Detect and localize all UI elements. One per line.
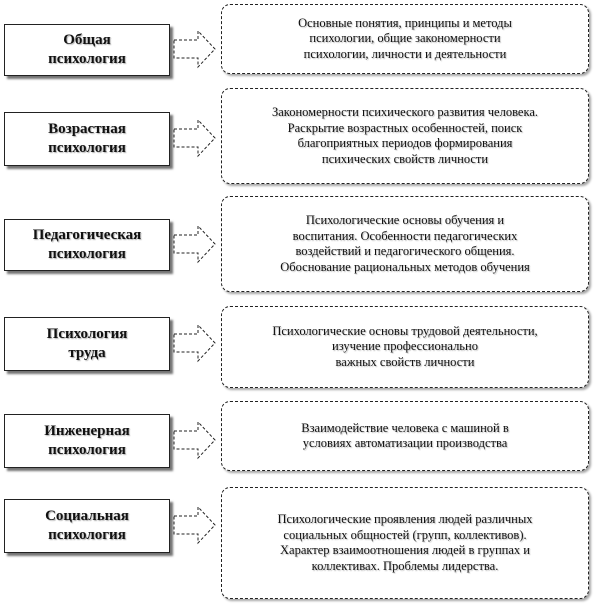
branch-title-labor <box>4 317 170 371</box>
arrow-right-icon <box>172 28 218 70</box>
branch-description-social <box>221 487 589 599</box>
branch-title-text: Возрастная психология <box>48 121 126 156</box>
branch-description-labor <box>221 306 589 388</box>
arrow-right-icon <box>172 419 218 461</box>
branch-title-developmental <box>4 112 170 166</box>
branch-title-pedagogical <box>4 219 170 271</box>
branch-description-general <box>221 4 589 74</box>
branch-description-text: Психологические основы обучения и воспитания. Особенности педагогических воздействий и педагогического общения. Обоснование рациональных методов обучения <box>280 213 530 274</box>
branch-title-engineering <box>4 414 170 468</box>
branch-description-text: Психологические проявления людей различных социальных общностей (групп, коллективов). Характер взаимоотношения людей в группах и коллективах. Проблемы лидерства. <box>277 512 533 573</box>
arrow-right-icon <box>172 322 218 364</box>
branch-title-text: Социальная психология <box>45 508 129 543</box>
branch-description-text: Основные понятия, принципы и методы психологии, общие закономерности психологии, личности и деятельности <box>298 15 512 61</box>
branch-description-engineering <box>221 401 589 471</box>
branch-title-text: Психология труда <box>46 326 128 361</box>
branch-title-social <box>4 499 170 553</box>
branch-title-text: Общая психология <box>48 32 126 67</box>
branch-description-text: Психологические основы трудовой деятельности, изучение профессионально важных свойств личности <box>272 323 538 369</box>
branch-title-text: Инженерная психология <box>44 423 130 458</box>
branch-description-text: Взаимодействие человека с машиной в условиях автоматизации производства <box>301 420 509 450</box>
arrow-right-icon <box>172 117 218 159</box>
branch-title-text: Педагогическая психология <box>32 227 142 262</box>
branch-description-text: Закономерности психического развития человека. Раскрытие возрастных особенностей, поиск благоприятных периодов формирования психических свойств личности <box>271 105 539 166</box>
arrow-right-icon <box>172 504 218 546</box>
arrow-right-icon <box>172 223 218 265</box>
branch-description-pedagogical <box>221 196 589 292</box>
branch-description-developmental <box>221 88 589 184</box>
branch-title-general <box>4 24 170 76</box>
